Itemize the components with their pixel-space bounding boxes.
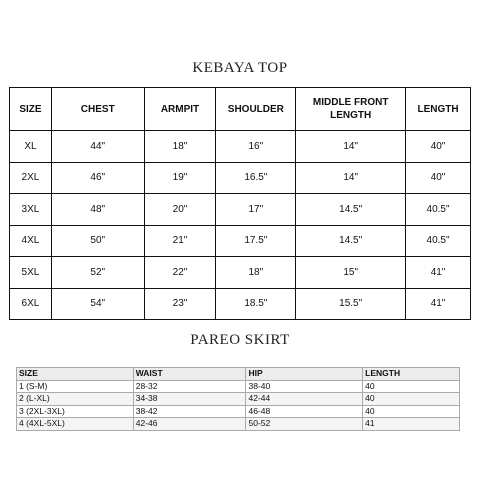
cell-length: 41" (406, 257, 471, 289)
table-header-row (17, 368, 460, 381)
cell-waist: 42-46 (133, 418, 246, 431)
cell-chest: 54" (51, 288, 144, 320)
cell-hip: 46-48 (246, 405, 363, 418)
cell-shoulder: 18.5" (216, 288, 296, 320)
pareo-size-table (16, 367, 460, 431)
cell-middle-front-length: 14.5" (296, 194, 406, 226)
cell-size: 3 (2XL-3XL) (17, 405, 134, 418)
table-row (17, 418, 460, 431)
pareo-skirt-title: PAREO SKIRT (190, 332, 290, 348)
kebaya-size-table (9, 87, 471, 320)
cell-shoulder: 16" (216, 131, 296, 163)
table-row (17, 380, 460, 393)
cell-waist: 38-42 (133, 405, 246, 418)
cell-length: 40.5" (406, 194, 471, 226)
cell-armpit: 23" (144, 288, 216, 320)
kebaya-top-title: KEBAYA TOP (192, 60, 288, 76)
cell-shoulder: 16.5" (216, 162, 296, 194)
table-row (10, 257, 471, 289)
header-hip: HIP (246, 368, 363, 381)
cell-shoulder: 18" (216, 257, 296, 289)
header-length: LENGTH (406, 88, 471, 131)
table-row (10, 225, 471, 257)
cell-armpit: 20" (144, 194, 216, 226)
cell-chest: 50" (51, 225, 144, 257)
header-length: LENGTH (363, 368, 460, 381)
cell-size: 2XL (10, 162, 52, 194)
table-header-row (10, 88, 471, 131)
header-waist: WAIST (133, 368, 246, 381)
cell-size: 5XL (10, 257, 52, 289)
cell-size: XL (10, 131, 52, 163)
table-row (17, 393, 460, 406)
cell-length: 40.5" (406, 225, 471, 257)
cell-middle-front-length: 14" (296, 162, 406, 194)
cell-length: 41" (406, 288, 471, 320)
cell-length: 40 (363, 405, 460, 418)
cell-waist: 28-32 (133, 380, 246, 393)
cell-length: 41 (363, 418, 460, 431)
cell-middle-front-length: 15.5" (296, 288, 406, 320)
header-chest: CHEST (51, 88, 144, 131)
table-row (10, 194, 471, 226)
cell-size: 1 (S-M) (17, 380, 134, 393)
cell-length: 40 (363, 393, 460, 406)
cell-armpit: 22" (144, 257, 216, 289)
cell-chest: 44" (51, 131, 144, 163)
cell-length: 40" (406, 131, 471, 163)
table-row (10, 131, 471, 163)
cell-size: 4 (4XL-5XL) (17, 418, 134, 431)
table-row (10, 288, 471, 320)
cell-shoulder: 17.5" (216, 225, 296, 257)
cell-hip: 50-52 (246, 418, 363, 431)
header-shoulder: SHOULDER (216, 88, 296, 131)
cell-hip: 42-44 (246, 393, 363, 406)
cell-length: 40" (406, 162, 471, 194)
table-row (17, 405, 460, 418)
cell-middle-front-length: 14.5" (296, 225, 406, 257)
header-size: SIZE (10, 88, 52, 131)
cell-shoulder: 17" (216, 194, 296, 226)
cell-middle-front-length: 15" (296, 257, 406, 289)
header-size: SIZE (17, 368, 134, 381)
cell-size: 2 (L-XL) (17, 393, 134, 406)
cell-length: 40 (363, 380, 460, 393)
table-row (10, 162, 471, 194)
cell-armpit: 21" (144, 225, 216, 257)
cell-size: 6XL (10, 288, 52, 320)
cell-waist: 34-38 (133, 393, 246, 406)
cell-armpit: 18" (144, 131, 216, 163)
cell-hip: 38-40 (246, 380, 363, 393)
header-middle-front-length: MIDDLE FRONT LENGTH (296, 88, 406, 131)
cell-middle-front-length: 14" (296, 131, 406, 163)
cell-chest: 48" (51, 194, 144, 226)
cell-size: 3XL (10, 194, 52, 226)
cell-chest: 52" (51, 257, 144, 289)
cell-size: 4XL (10, 225, 52, 257)
header-armpit: ARMPIT (144, 88, 216, 131)
cell-chest: 46" (51, 162, 144, 194)
cell-armpit: 19" (144, 162, 216, 194)
